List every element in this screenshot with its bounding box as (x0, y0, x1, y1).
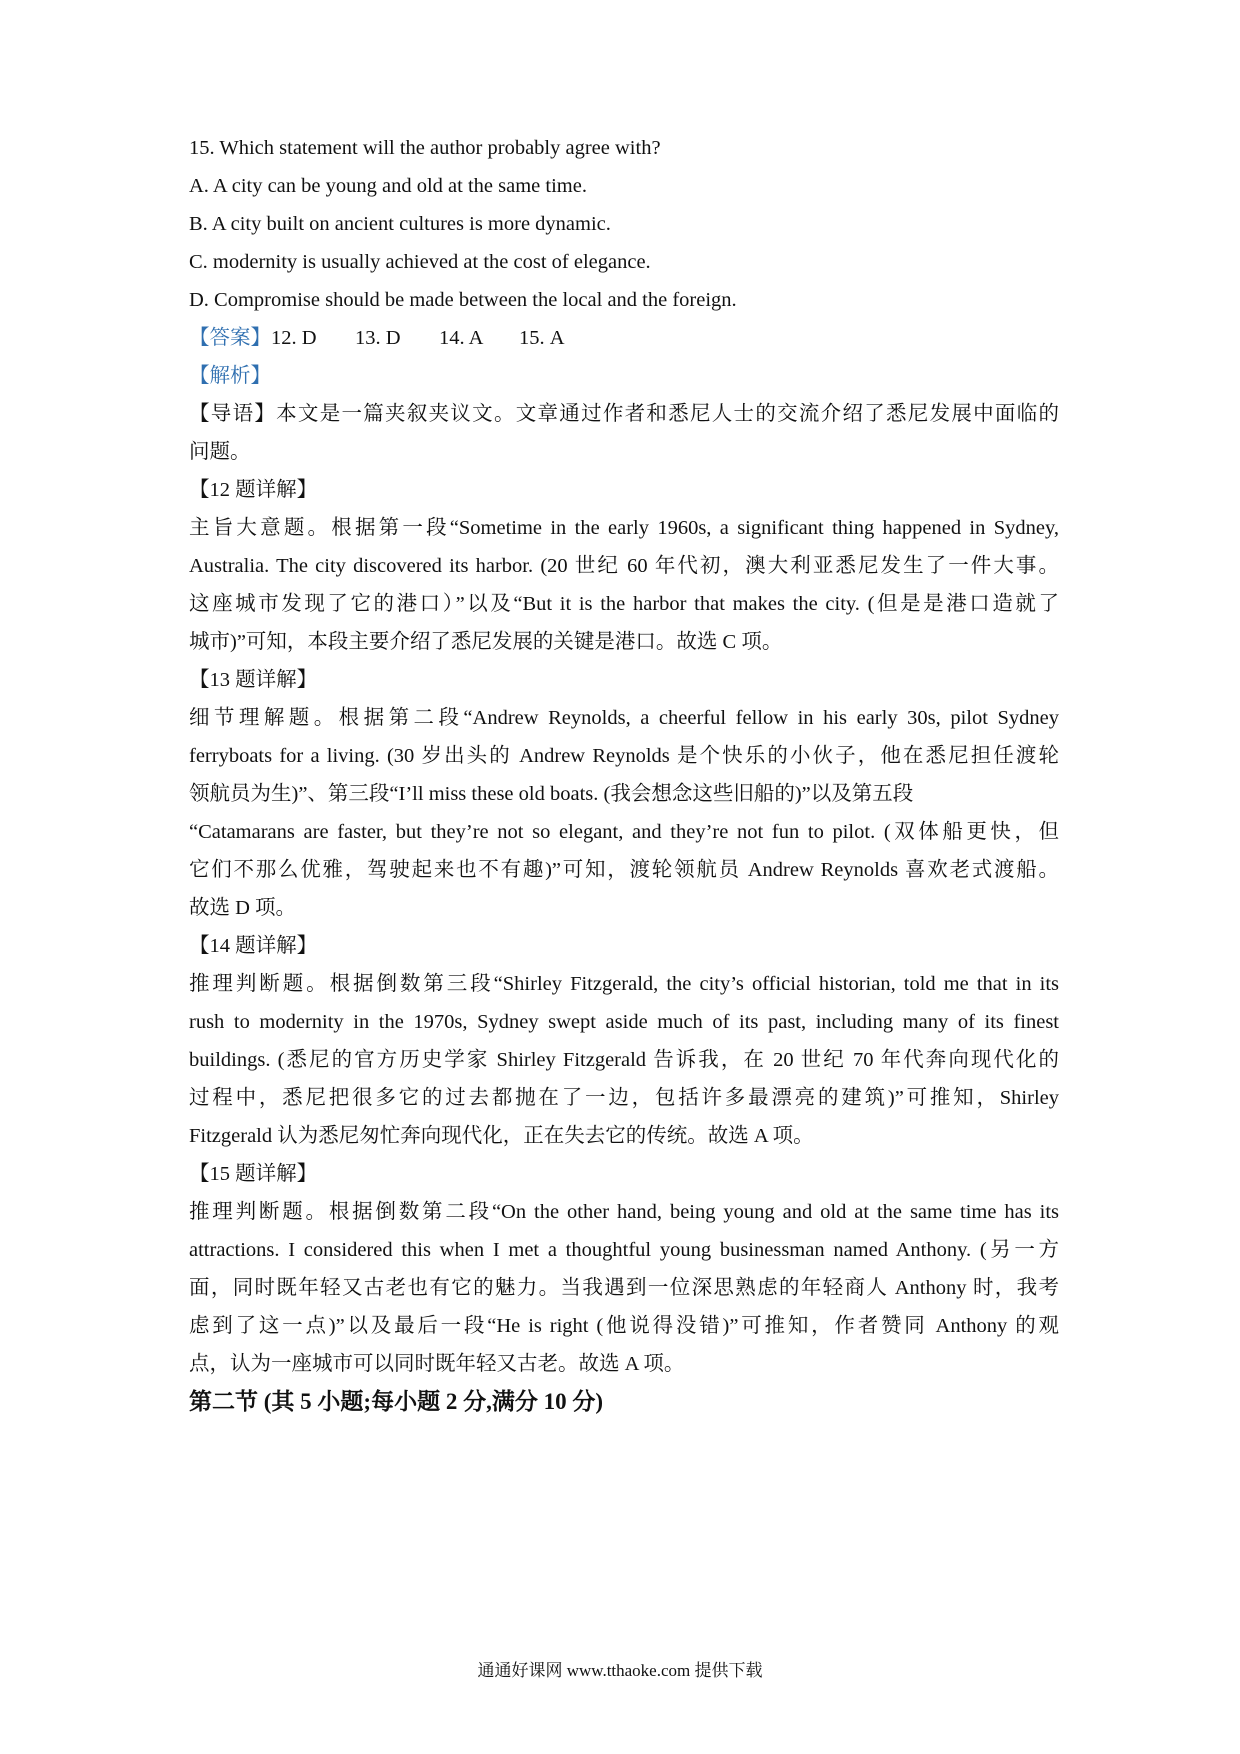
q13-line: 故选 D 项。 (189, 897, 297, 919)
q13-title: 【13 题详解】 (189, 669, 318, 691)
q14-line: rush to modernity in the 1970s, Sydney swept aside much of its past, including many of its finest (189, 1011, 1059, 1033)
q13-line: “Catamarans are faster, but they’re not so elegant, and they’re not fun to pilot. (双体船更快，但 (189, 821, 1059, 843)
answer-item: 13. D (355, 327, 401, 349)
q15-line: attractions. I considered this when I met a thoughtful young businessman named Anthony. (另一方 (189, 1239, 1059, 1261)
q14-title: 【14 题详解】 (189, 935, 318, 957)
answer-item: 12. D (271, 327, 317, 349)
q15-line: 虑到了这一点)”以及最后一段“He is right (他说得没错)”可推知，作者赞同 Anthony 的观 (189, 1315, 1059, 1337)
guide-line: 【导语】本文是一篇夹叙夹议文。文章通过作者和悉尼人士的交流介绍了悉尼发展中面临的 (189, 403, 1059, 425)
q12-title: 【12 题详解】 (189, 479, 318, 501)
q15-title: 【15 题详解】 (189, 1163, 318, 1185)
question-stem: 15. Which statement will the author probably agree with? (189, 137, 661, 159)
q14-line: buildings. (悉尼的官方历史学家 Shirley Fitzgerald 告诉我，在 20 世纪 70 年代奔向现代化的 (189, 1049, 1059, 1071)
answer-item: 15. A (519, 327, 565, 349)
q14-line: Fitzgerald 认为悉尼匆忙奔向现代化，正在失去它的传统。故选 A 项。 (189, 1125, 814, 1147)
q12-line: 城市)”可知，本段主要介绍了悉尼发展的关键是港口。故选 C 项。 (189, 631, 783, 653)
q12-line: 这座城市发现了它的港口）”以及“But it is the harbor that makes the city. (但是是港口造就了 (189, 593, 1059, 615)
q12-line: Australia. The city discovered its harbor. (20 世纪 60 年代初，澳大利亚悉尼发生了一件大事。 (189, 555, 1059, 577)
q15-line: 点，认为一座城市可以同时既年轻又古老。故选 A 项。 (189, 1353, 685, 1375)
answer-label: 【答案】 (189, 327, 271, 349)
q12-line: 主旨大意题。根据第一段“Sometime in the early 1960s, a significant thing happened in Sydney, (189, 517, 1059, 539)
q15-line: 推理判断题。根据倒数第二段“On the other hand, being young and old at the same time has its (189, 1201, 1059, 1223)
q13-line: 它们不那么优雅，驾驶起来也不有趣)”可知，渡轮领航员 Andrew Reynolds 喜欢老式渡船。 (189, 859, 1059, 881)
q14-line: 推理判断题。根据倒数第三段“Shirley Fitzgerald, the city’s official historian, told me that in its (189, 973, 1059, 995)
option-b: B. A city built on ancient cultures is more dynamic. (189, 213, 611, 235)
analysis-label: 【解析】 (189, 365, 271, 387)
q13-line: ferryboats for a living. (30 岁出头的 Andrew Reynolds 是个快乐的小伙子，他在悉尼担任渡轮 (189, 745, 1059, 767)
option-c: C. modernity is usually achieved at the cost of elegance. (189, 251, 651, 273)
q13-line: 细节理解题。根据第二段“Andrew Reynolds, a cheerful fellow in his early 30s, pilot Sydney (189, 707, 1059, 729)
answer-line (189, 325, 1059, 351)
option-d: D. Compromise should be made between the local and the foreign. (189, 289, 737, 311)
section-heading: 第二节 (其 5 小题;每小题 2 分,满分 10 分) (189, 1389, 603, 1414)
answer-item: 14. A (439, 327, 484, 349)
guide-line: 问题。 (189, 441, 251, 463)
q13-line: 领航员为生)”、第三段“I’ll miss these old boats. (我会想念这些旧船的)”以及第五段 (189, 783, 914, 805)
q15-line: 面，同时既年轻又古老也有它的魅力。当我遇到一位深思熟虑的年轻商人 Anthony 时，我考 (189, 1277, 1059, 1299)
option-a: A. A city can be young and old at the same time. (189, 175, 587, 197)
q14-line: 过程中，悉尼把很多它的过去都抛在了一边，包括许多最漂亮的建筑)”可推知，Shirley (189, 1087, 1059, 1109)
page-footer: 通通好课网 www.tthaoke.com 提供下载 (477, 1661, 763, 1680)
